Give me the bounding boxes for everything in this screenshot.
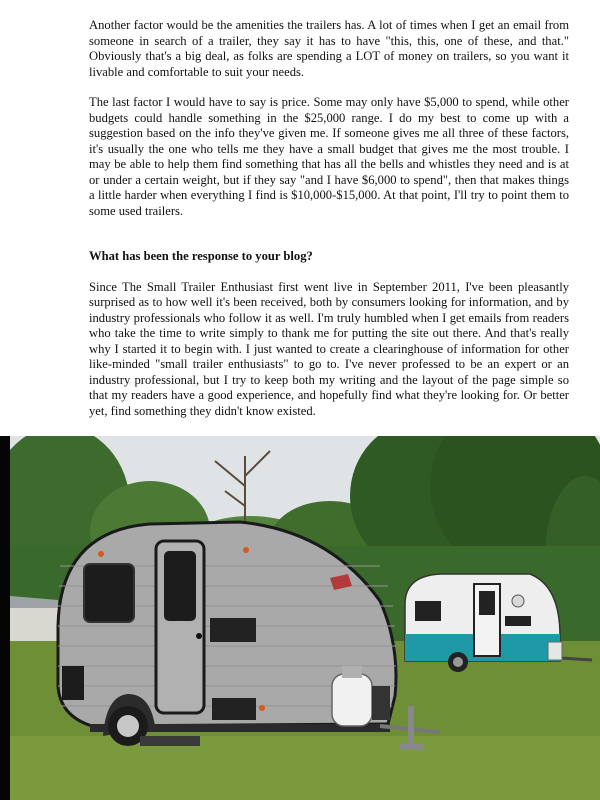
paragraph-price: The last factor I would have to say is price. Some may only have $5,000 to spend, while other budgets could handle something in the $25,000 range. I do my best to come up with a suggestion based on the info they've given me. If someone gives me all three of these factors, it's usually the one who tells me they have a small budget that gives me the most trouble. I may be able to help them find something that has all the bells and whistles they need and is at or under a certain weight, but if they say "and I have $6,000 to spend", then that makes things a little harder when everything I find is $10,000-$15,000. At that point, I'll try to point them to some used trailers. [89,95,569,218]
question-heading: What has been the response to your blog? [89,249,313,263]
trailer-photo [0,436,600,800]
paragraph-response: Since The Small Trailer Enthusiast first went live in September 2011, I've been pleasantly surprised as to how well it's been received, both by consumers looking for information, and by industry professionals who follow it as well. I'm truly humbled when I get emails from readers who take the time to write simply to thank me for putting the site out there. And that's really why I started it to begin with. I just wanted to create a clearinghouse of information for other like-minded "small trailer enthusiasts" to go to. I've never professed to be an expert or an industry professional, but I try to keep both my writing and the layout of the page simple so that my readers have a good experience, and hopefully find what they're looking for. Or better yet, find something they didn't know existed. [89,279,569,418]
trailer-photo-illustration [0,436,600,800]
article-text [89,18,569,419]
paragraph-amenities: Another factor would be the amenities the trailers has. A lot of times when I get an email from someone in search of a trailer, they say it has to have "this, this, one of these, and that." Obviously that's a big deal, as folks are spending a LOT of money on trailers, so you want it livable and comfortable to suit your needs. [89,18,569,79]
